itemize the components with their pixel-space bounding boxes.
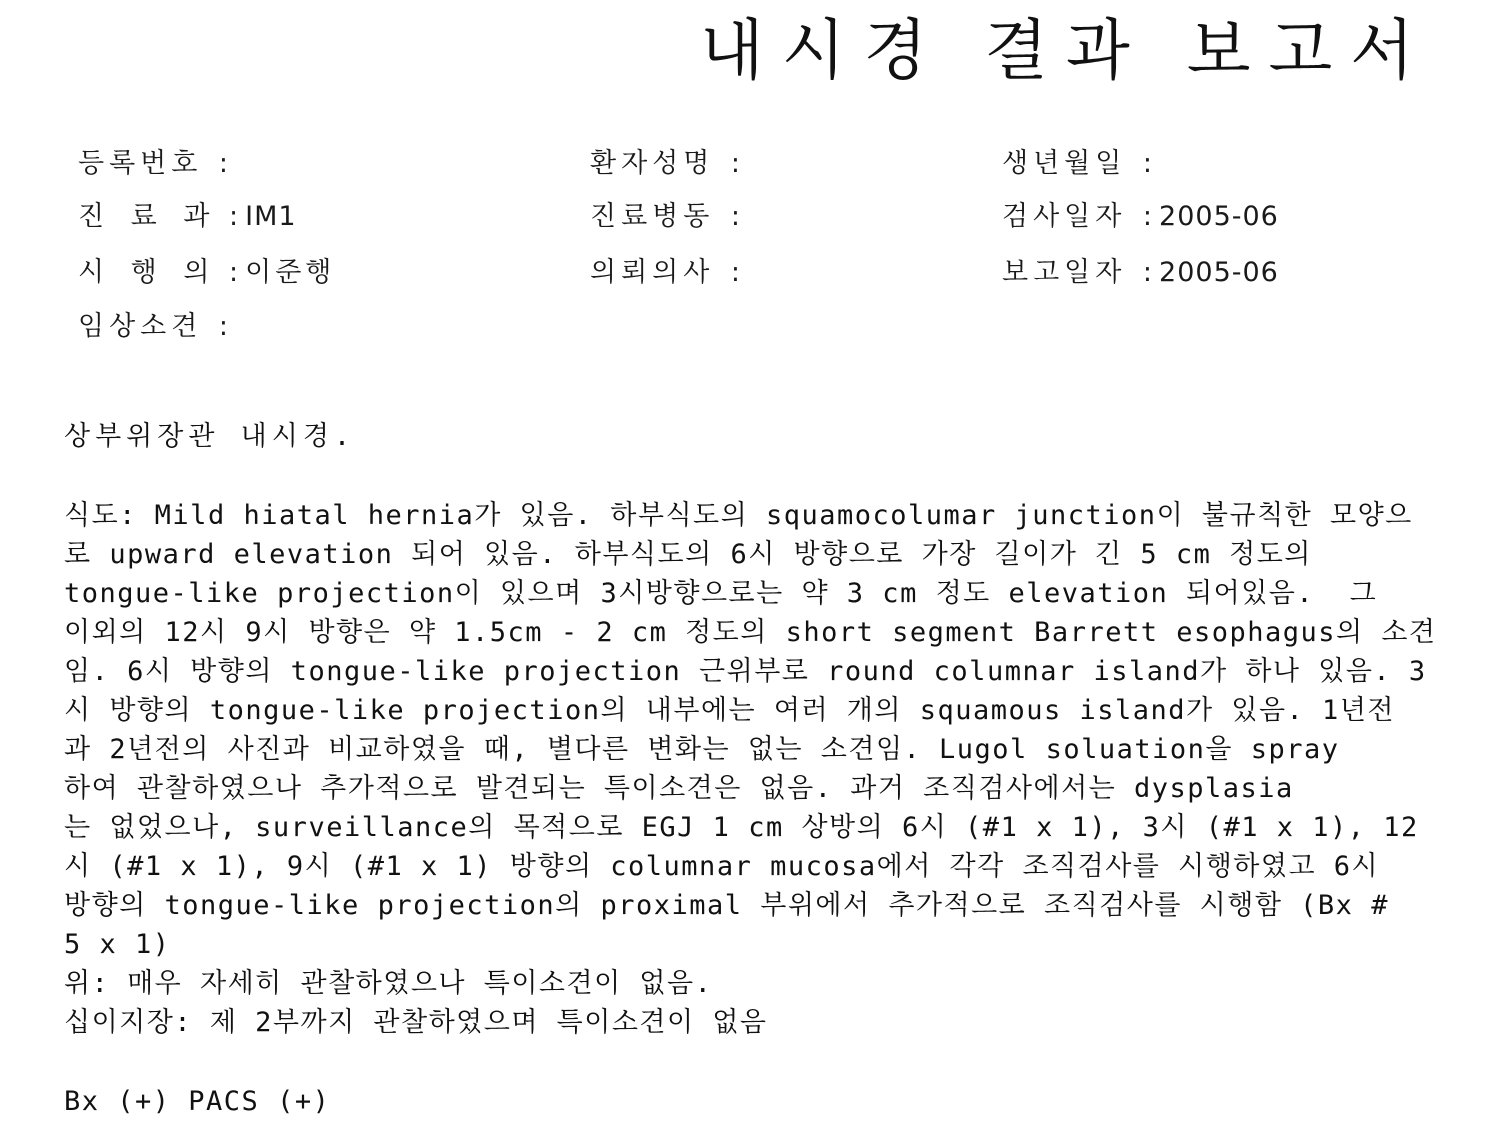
report-title: 내시경 결과 보고서 [700, 12, 1433, 89]
duodenum-finding-line: 십이지장: 제 2부까지 관찰하였으며 특이소견이 없음 [64, 1007, 768, 1038]
findings-line: tongue-like projection이 있으며 3시방향으로는 약 3 cm 정도 elevation 되어있음. 그 [64, 578, 1378, 609]
findings-line: 는 없었으나, surveillance의 목적으로 EGJ 1 cm 상방의 6시 (#1 x 1), 3시 (#1 x 1), 12 [64, 812, 1419, 843]
report-date-separator: : [1142, 257, 1158, 288]
findings-line: 5 x 1) [64, 929, 171, 960]
ward-separator: : [730, 201, 746, 232]
registration-number-field [78, 147, 235, 181]
performing-doctor-field [78, 256, 335, 290]
birth-date-separator: : [1142, 148, 1158, 179]
findings-line: 식도: Mild hiatal hernia가 있음. 하부식도의 squamocolumar junction이 불규칙한 모양으 [64, 500, 1413, 531]
performing-doctor-label: 시 행 의 [78, 257, 219, 288]
ward-label: 진료병동 [590, 201, 715, 232]
findings-line: 시 (#1 x 1), 9시 (#1 x 1) 방향의 columnar mucosa에서 각각 조직검사를 시행하였고 6시 [64, 851, 1380, 882]
birth-date-field [1002, 147, 1159, 181]
referring-doctor-separator: : [730, 257, 746, 288]
registration-number-label: 등록번호 [78, 148, 203, 179]
report-date-value: 2005-06 [1159, 257, 1279, 288]
department-label: 진 료 과 [78, 201, 219, 232]
findings-line: 시 방향의 tongue-like projection의 내부에는 여러 개의 squamous island가 있음. 1년전 [64, 695, 1395, 726]
department-separator: : [229, 201, 244, 232]
department-field [78, 200, 297, 234]
referring-doctor-label: 의뢰의사 [590, 257, 715, 288]
procedure-name: 상부위장관 내시경. [64, 421, 356, 452]
exam-date-separator: : [1142, 201, 1158, 232]
findings-line: 임. 6시 방향의 tongue-like projection 근위부로 round columnar island가 하나 있음. 3 [64, 656, 1427, 687]
patient-name-label: 환자성명 [590, 148, 715, 179]
birth-date-label: 생년월일 [1002, 148, 1127, 179]
ward-field [590, 200, 747, 234]
findings-line: 방향의 tongue-like projection의 proximal 부위에서 추가적으로 조직검사를 시행함 (Bx # [64, 890, 1389, 921]
registration-number-separator: : [218, 148, 234, 179]
patient-name-separator: : [730, 148, 746, 179]
report-date-label: 보고일자 [1002, 257, 1127, 288]
stomach-finding-line: 위: 매우 자세히 관찰하였으나 특이소견이 없음. [64, 968, 713, 999]
findings-line: 이외의 12시 9시 방향은 약 1.5cm - 2 cm 정도의 short segment Barrett esophagus의 소견 [64, 617, 1437, 648]
report-date-field [1002, 256, 1279, 290]
clinical-findings-separator: : [218, 311, 234, 342]
findings-line: 로 upward elevation 되어 있음. 하부식도의 6시 방향으로 가장 길이가 긴 5 cm 정도의 [64, 539, 1312, 570]
patient-name-field [590, 147, 747, 181]
referring-doctor-field [590, 256, 747, 290]
exam-date-field [1002, 200, 1279, 234]
findings-line: 하여 관찰하였으나 추가적으로 발견되는 특이소견은 없음. 과거 조직검사에서는 dysplasia [64, 773, 1294, 804]
findings-text [64, 496, 1494, 1042]
bx-pacs-status: Bx (+) PACS (+) [64, 1086, 331, 1117]
clinical-findings-field [78, 310, 235, 344]
clinical-findings-label: 임상소견 [78, 311, 203, 342]
exam-date-label: 검사일자 [1002, 201, 1127, 232]
findings-line: 과 2년전의 사진과 비교하였을 때, 별다른 변화는 없는 소견임. Lugol soluation을 spray [64, 734, 1340, 765]
department-value: IM1 [245, 201, 297, 232]
performing-doctor-separator: : [229, 257, 244, 288]
exam-date-value: 2005-06 [1159, 201, 1279, 232]
performing-doctor-value: 이준행 [245, 257, 336, 288]
